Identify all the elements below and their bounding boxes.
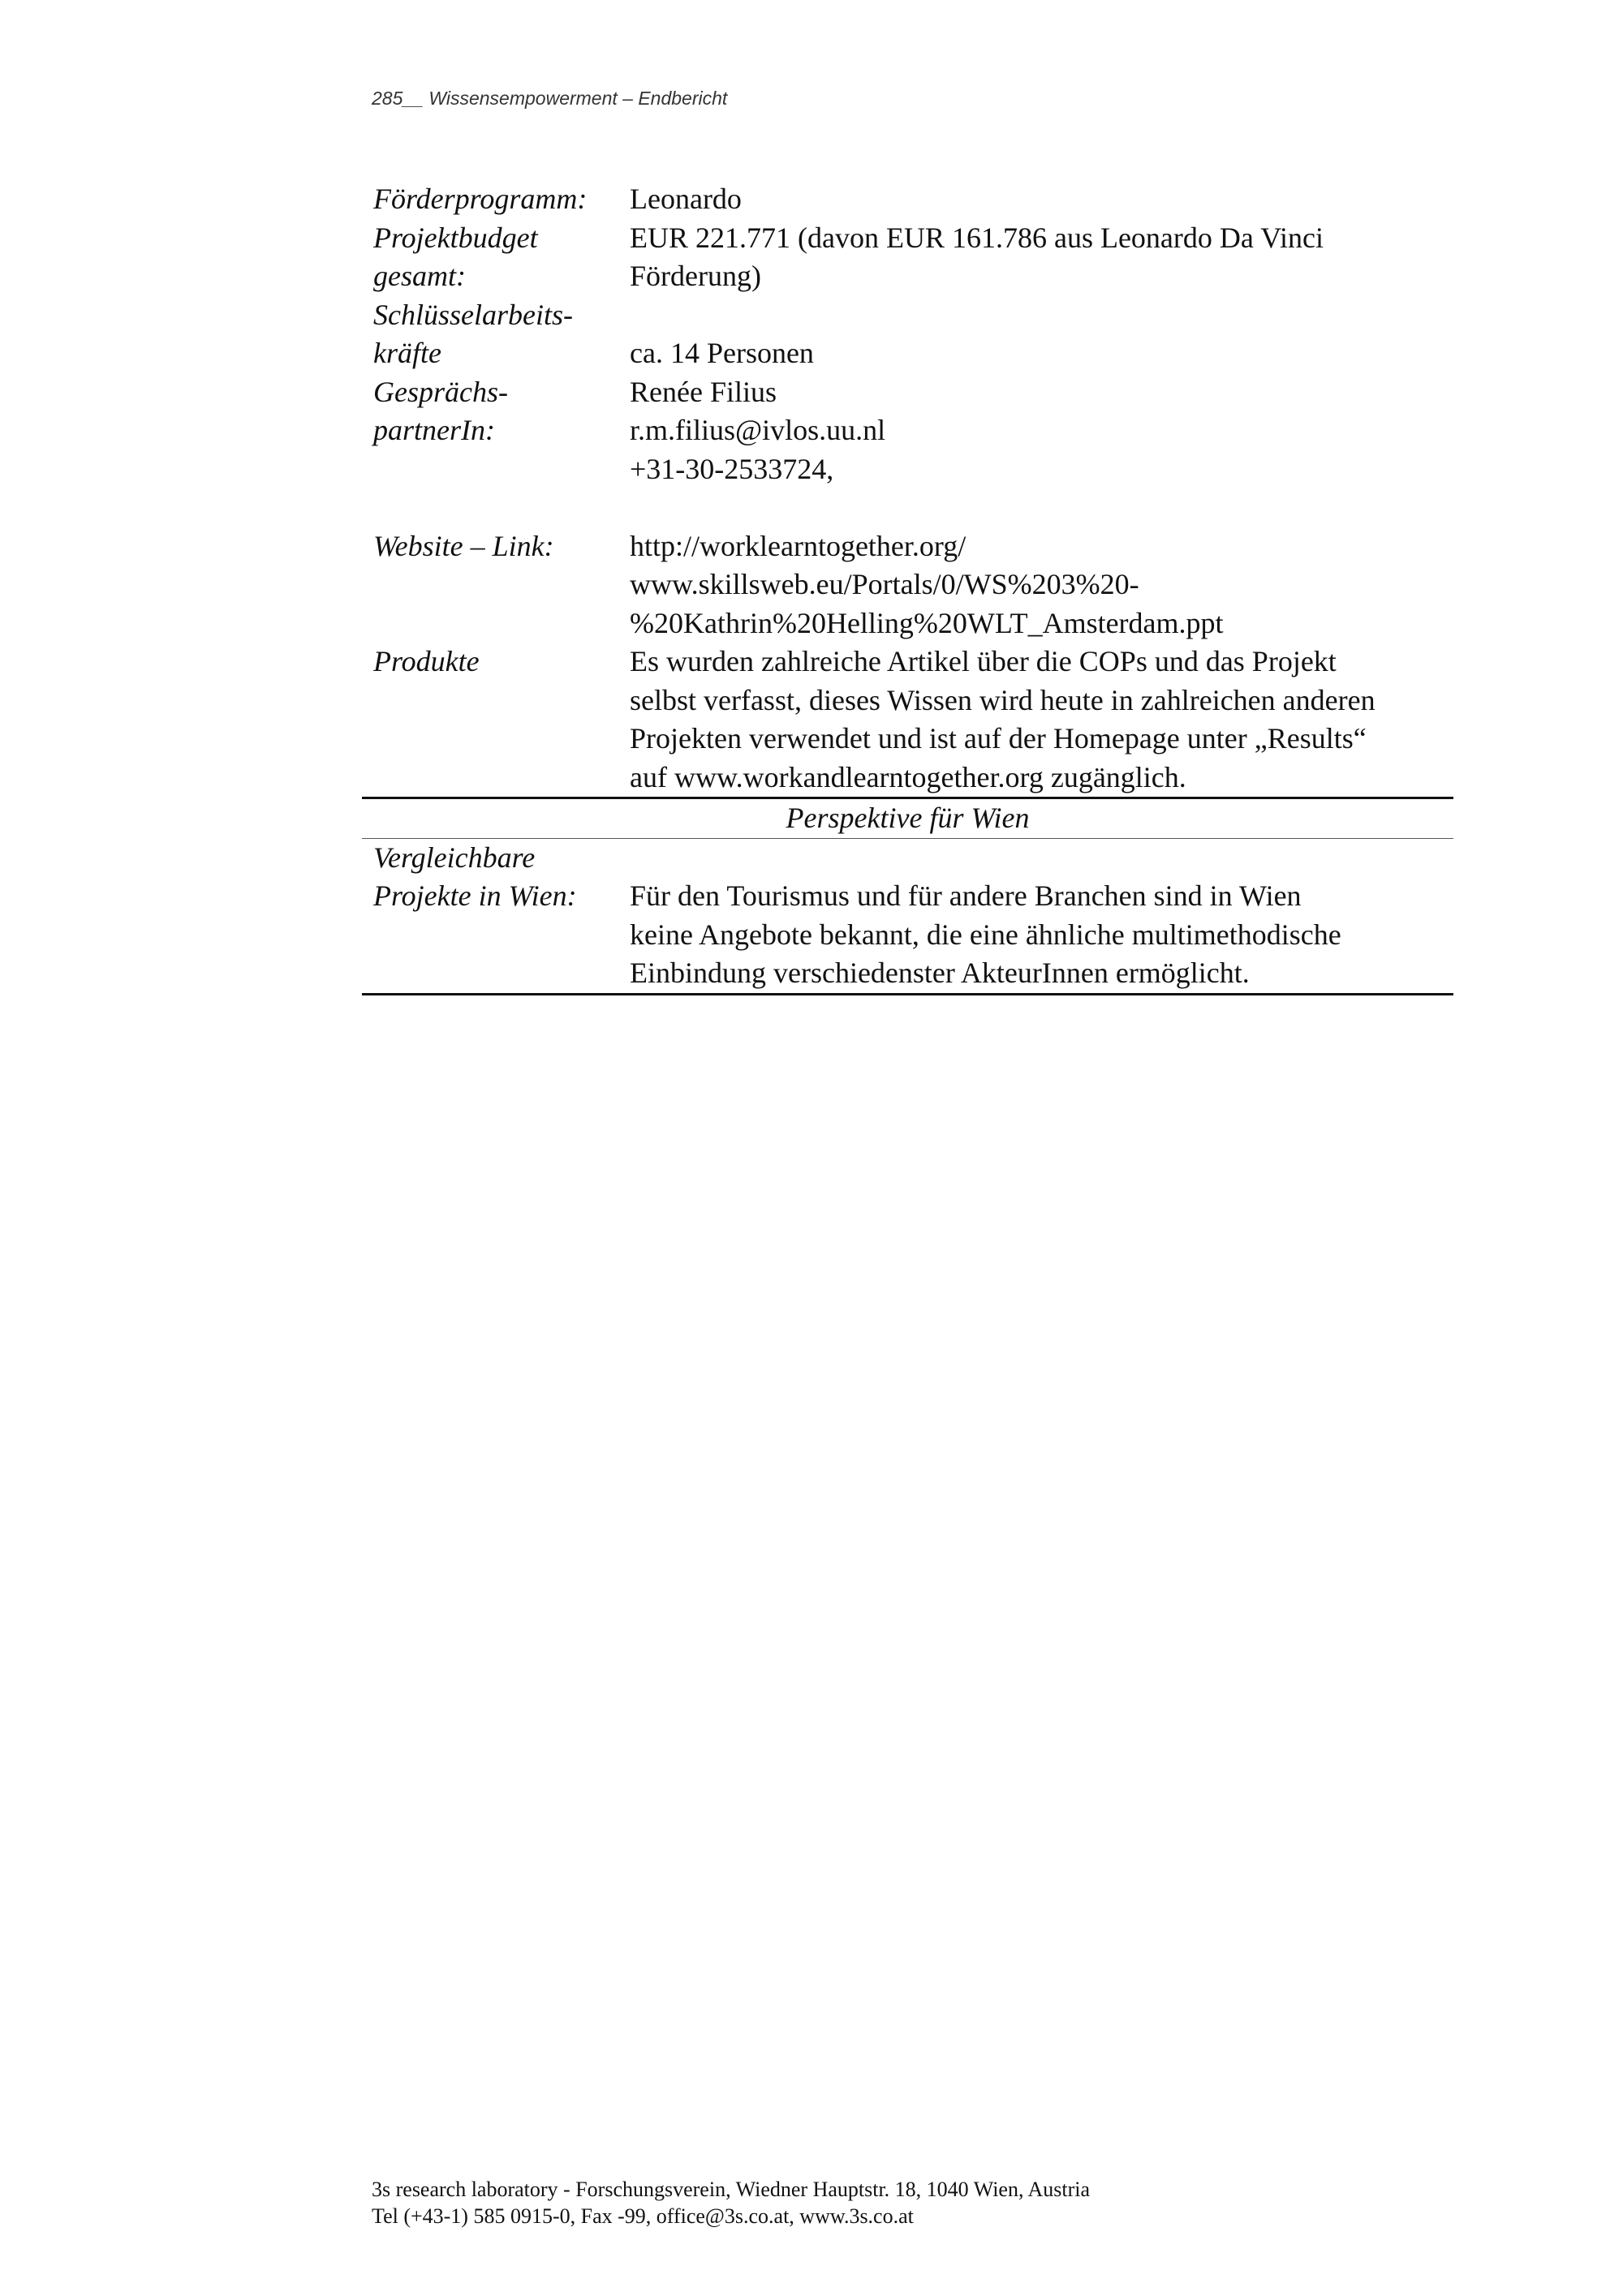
label-line: Vergleichbare	[373, 841, 536, 874]
value-line: Leonardo	[630, 183, 742, 215]
value-line: Für den Tourismus und für andere Branchen sind in Wien	[630, 879, 1302, 912]
value-line: keine Angebote bekannt, die eine ähnliche multimethodische	[630, 918, 1341, 951]
spacer	[362, 488, 1453, 527]
label-line: Schlüsselarbeits-	[373, 298, 573, 331]
table-row-vergleichbare-projekte	[362, 839, 1453, 993]
table-row-foerderprogramm	[362, 180, 1453, 219]
row-label	[362, 643, 630, 797]
value-line: Projekten verwendet und ist auf der Homepage unter „Results“	[630, 722, 1367, 755]
label-line: Gesprächs-	[373, 375, 508, 408]
value-line: selbst verfasst, dieses Wissen wird heute in zahlreichen anderen	[630, 683, 1375, 716]
row-value	[630, 527, 1453, 643]
label-line: Förderprogramm:	[373, 183, 588, 215]
label-line: Produkte	[373, 645, 480, 677]
contact-name: Renée Filius	[630, 375, 777, 408]
row-label	[362, 296, 630, 373]
row-label	[362, 373, 630, 489]
value-line: Förderung)	[630, 260, 761, 292]
footer-contact: Tel (+43-1) 585 0915-0, Fax -99, office@3s.co.at, www.3s.co.at	[372, 2204, 914, 2228]
table-row-projektbudget	[362, 219, 1453, 296]
table-row-website	[362, 527, 1453, 643]
label-line: partnerIn:	[373, 414, 495, 446]
row-label	[362, 180, 630, 219]
value-line	[630, 296, 1453, 335]
row-label	[362, 839, 630, 993]
value-line: auf www.workandlearntogether.org zugänglich.	[630, 760, 1186, 793]
table-row-produkte	[362, 643, 1453, 797]
value-line: EUR 221.771 (davon EUR 161.786 aus Leonardo Da Vinci	[630, 221, 1324, 254]
label-line: Projektbudget	[373, 221, 538, 254]
value-line: ca. 14 Personen	[630, 337, 814, 369]
contact-phone: +31-30-2533724,	[630, 452, 834, 485]
label-line: gesamt:	[373, 260, 466, 292]
row-value	[630, 839, 1453, 993]
row-value	[630, 180, 1453, 219]
row-label	[362, 219, 630, 296]
website-link: http://worklearntogether.org/	[630, 529, 966, 562]
row-value	[630, 296, 1453, 373]
row-value	[630, 219, 1453, 296]
value-line: Einbindung verschiedenster AkteurInnen ermöglicht.	[630, 957, 1250, 989]
value-line: Es wurden zahlreiche Artikel über die COPs und das Projekt	[630, 645, 1337, 677]
project-info-table	[362, 180, 1453, 995]
row-label	[362, 527, 630, 643]
label-line: Projekte in Wien:	[373, 879, 577, 912]
website-link: %20Kathrin%20Helling%20WLT_Amsterdam.ppt	[630, 606, 1224, 639]
row-value	[630, 643, 1453, 797]
contact-email: r.m.filius@ivlos.uu.nl	[630, 414, 886, 446]
table-rule	[362, 993, 1453, 995]
footer-address: 3s research laboratory - Forschungsverein, Wiedner Hauptstr. 18, 1040 Wien, Austria	[372, 2178, 1091, 2201]
value-line	[630, 839, 1453, 878]
label-line: kräfte	[373, 337, 441, 369]
website-link: www.skillsweb.eu/Portals/0/WS%203%20-	[630, 568, 1139, 600]
row-value	[630, 373, 1453, 489]
label-line: Website – Link:	[373, 529, 554, 562]
table-row-gespraechspartner	[362, 373, 1453, 489]
running-header: 285__ Wissensempowerment – Endbericht	[372, 88, 728, 109]
table-row-schluesselarbeitskraefte	[362, 296, 1453, 373]
section-heading: Perspektive für Wien	[786, 802, 1030, 834]
page-footer	[372, 2176, 1090, 2229]
